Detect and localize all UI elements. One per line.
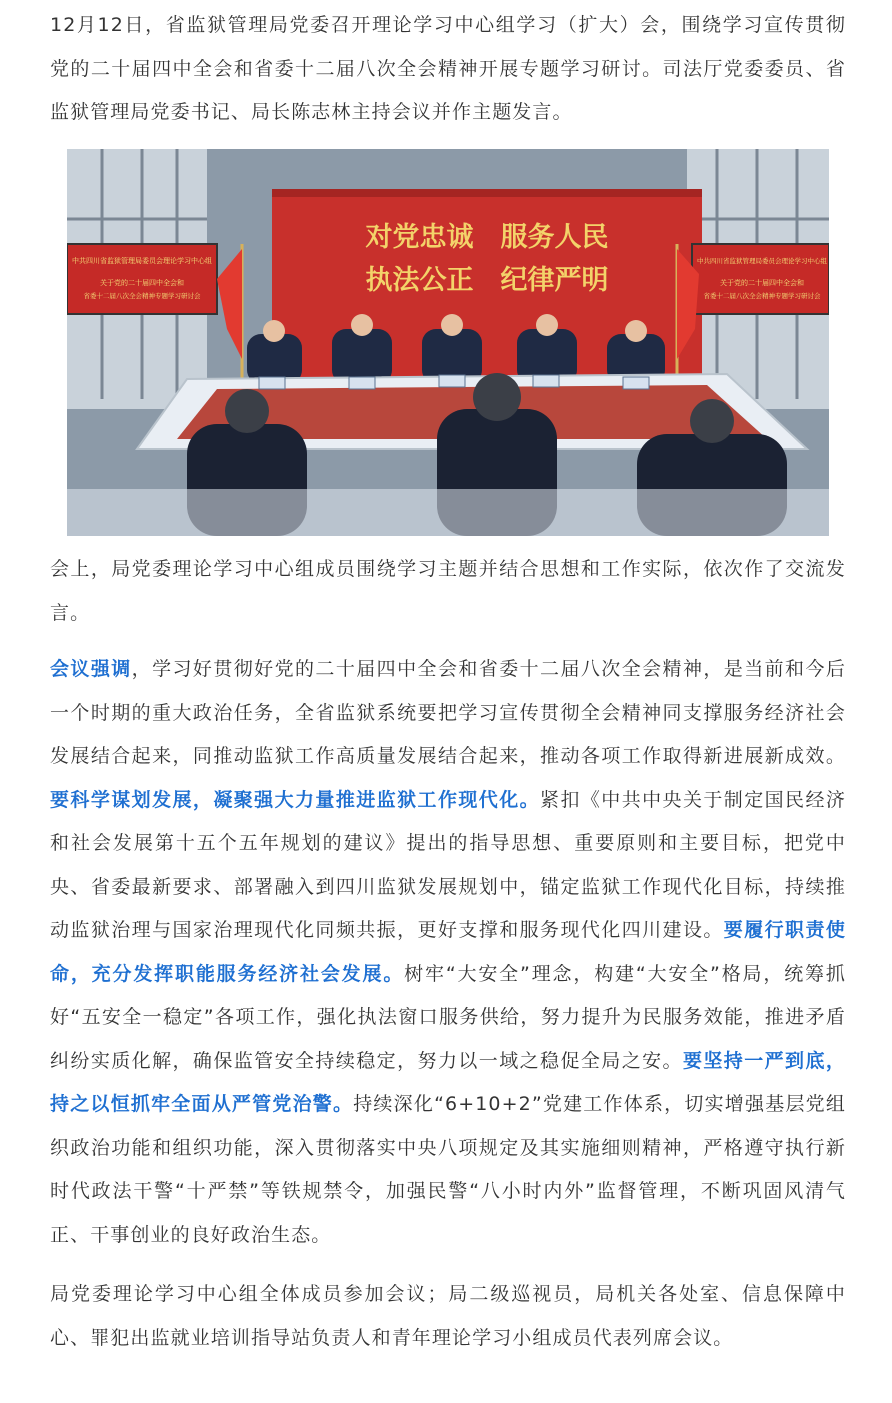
paragraph-attendees: 局党委理论学习中心组全体成员参加会议；局二级巡视员，局机关各处室、信息保障中心、罪犯出监就业培训指导站负责人和青年理论学习小组成员代表列席会议。: [50, 1283, 846, 1349]
banner-left-title: 中共四川省监狱管理局委员会理论学习中心组: [72, 257, 212, 265]
text-segment-2: 紧扣《中共中央关于制定国民经济和社会发展第十五个五年规划的建议》提出的指导思想、重要原则和主要目标，把党中央、省委最新要求、部署融入到四川监狱发展规划中，锚定监狱工作现代化目标，持续推动监狱治理与国家治理现代化同频共振，更好支撑和服务现代化四川建设。: [50, 788, 846, 941]
banner-left-line1: 关于党的二十届四中全会和: [100, 279, 184, 287]
text-segment-4: 持续深化“6+10+2”党建工作体系，切实增强基层党组织政治功能和组织功能，深入贯彻落实中央八项规定及其实施细则精神，严格遵守执行新时代政法干警“十严禁”等铁规禁令，加强民警“八小时内外”监督管理，不断巩固风清气正、干事创业的良好政治生态。: [50, 1093, 846, 1246]
paragraph-emphasis: [50, 648, 846, 1257]
highlight-plan-development: 要科学谋划发展，凝聚强大力量推进监狱工作现代化。: [50, 788, 541, 811]
highlight-strict-governance: 要坚持一严到底，持之以恒抓牢全面从严管党治警。: [50, 1049, 846, 1115]
banner-right-title: 中共四川省监狱管理局委员会理论学习中心组: [697, 257, 827, 265]
highlight-meeting-emphasis: 会议强调: [50, 658, 132, 680]
text-segment-3: 树牢“大安全”理念，构建“大安全”格局，统筹抓好“五安全一稳定”各项工作，强化执法窗口服务供给，努力提升为民服务效能，推进矛盾纠纷实质化解，确保监管安全持续稳定，努力以一域之稳促全局之安。: [50, 962, 846, 1072]
slogan-line2: 执法公正 纪律严明: [365, 265, 609, 296]
paragraph-discussion: 会上，局党委理论学习中心组成员围绕学习主题并结合思想和工作实际，依次作了交流发言。: [50, 558, 846, 624]
banner-right-line1: 关于党的二十届四中全会和: [720, 279, 804, 287]
highlight-fulfill-duties: 要履行职责使命，充分发挥职能服务经济社会发展。: [50, 919, 846, 985]
meeting-photo: [67, 149, 829, 536]
slogan-line1: 对党忠诚 服务人民: [365, 222, 609, 253]
banner-right-line2: 省委十二届八次全会精神专题学习研讨会: [703, 292, 821, 300]
intro-paragraph: 12月12日，省监狱管理局党委召开理论学习中心组学习（扩大）会，围绕学习宣传贯彻党的二十届四中全会和省委十二届八次全会精神开展专题学习研讨。司法厅党委委员、省监狱管理局党委书记、局长陈志林主持会议并作主题发言。: [50, 14, 846, 123]
banner-left-line2: 省委十二届八次全会精神专题学习研讨会: [83, 292, 201, 300]
text-segment-1: ，学习好贯彻好党的二十届四中全会和省委十二届八次全会精神，是当前和今后一个时期的重大政治任务，全省监狱系统要把学习宣传贯彻全会精神同支撑服务经济社会发展结合起来，同推动监狱工作高质量发展结合起来，推动各项工作取得新进展新成效。: [50, 658, 846, 767]
